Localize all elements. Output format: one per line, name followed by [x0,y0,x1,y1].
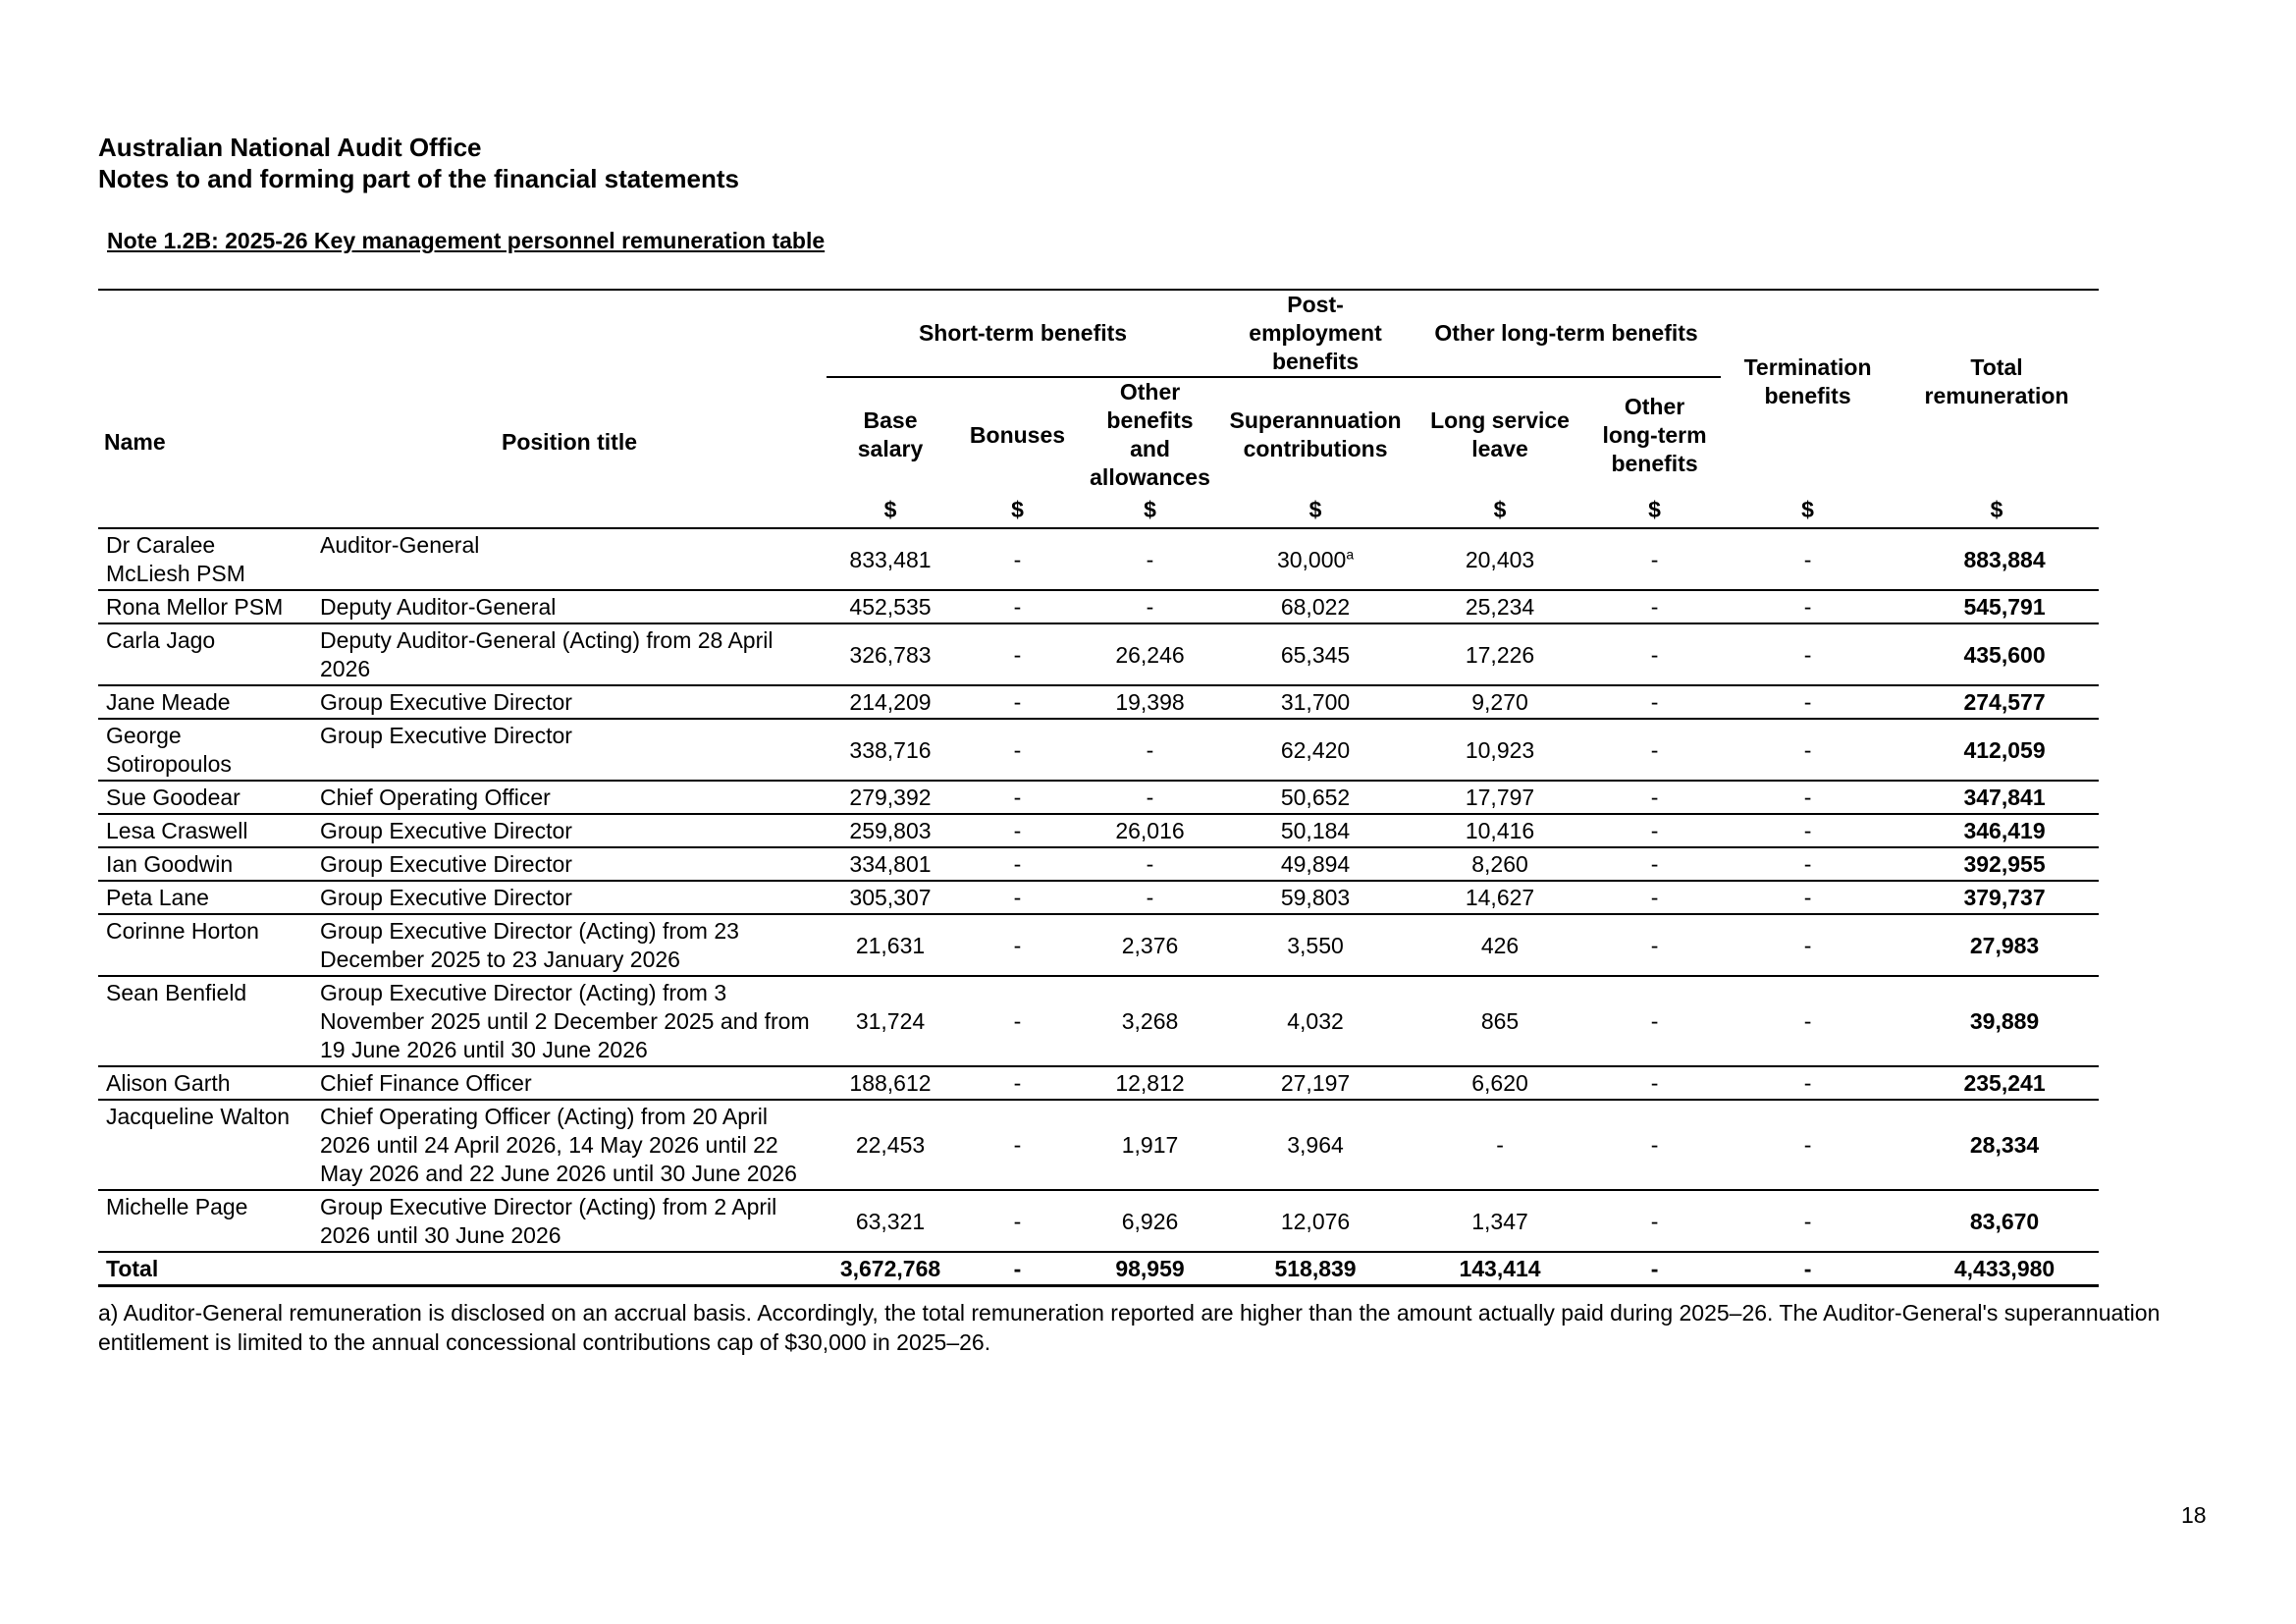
total-row [98,1252,2099,1286]
position-cell: Group Executive Director [320,885,572,910]
other-benefits-cell: - [1146,785,1154,810]
position-cell: Group Executive Director [320,851,572,877]
unit-spacer [98,492,312,528]
other-long-term-cell: - [1650,818,1659,843]
table-row [98,623,2099,685]
column-header-name: Name [104,429,166,455]
superannuation-cell: 4,032 [1287,1008,1344,1034]
other-benefits-cell: 26,016 [1115,818,1185,843]
group-header-short-term: Short-term benefits [827,290,1219,377]
long-service-leave-cell: 8,260 [1471,851,1528,877]
name-cell: Alison Garth [106,1070,231,1096]
other-long-term-cell: - [1650,594,1659,620]
superannuation-cell: 50,652 [1280,785,1351,810]
total-remuneration-cell: 347,841 [1963,785,2046,810]
footnote: a) Auditor-General remuneration is disclosed on an accrual basis. Accordingly, the total remuneration reported are higher than the amount actually paid during 2025–26. The Auditor-General's superannuation entitlement is limited to the annual concessional contributions cap of $30,000 in 2025–26. [98,1300,2161,1355]
superannuation-cell: 31,700 [1280,689,1351,715]
name-cell: Lesa Craswell [106,818,248,843]
position-cell: Group Executive Director (Acting) from 2 April 2026 until 30 June 2026 [320,1194,777,1248]
base-salary-cell: 31,724 [855,1008,926,1034]
long-service-leave-cell: 20,403 [1465,546,1535,572]
name-cell: Carla Jago [106,627,216,653]
position-cell: Group Executive Director (Acting) from 3 November 2025 until 2 December 2025 and from 19 June 2026 until 30 June 2026 [320,980,810,1062]
table-row [98,528,2099,590]
position-cell: Deputy Auditor-General (Acting) from 28 April 2026 [320,627,774,681]
base-salary-cell: 214,209 [849,689,932,715]
bonuses-cell: - [1013,1132,1022,1158]
other-benefits-cell: - [1146,736,1154,763]
termination-cell: - [1803,1208,1812,1234]
total-remuneration-cell: 28,334 [1969,1132,2040,1158]
long-service-leave-cell: 426 [1480,932,1520,958]
other-benefits-cell: - [1146,851,1154,877]
total-base-salary-cell: 3,672,768 [839,1256,941,1281]
other-benefits-cell: 6,926 [1121,1208,1179,1234]
termination-cell: - [1803,546,1812,572]
unit-label: $ [1493,496,1507,522]
bonuses-cell: - [1013,594,1022,620]
base-salary-cell: 188,612 [849,1070,932,1096]
termination-cell: - [1803,785,1812,810]
table-row [98,881,2099,914]
name-cell: Michelle Page [106,1194,248,1219]
other-benefits-cell: 26,246 [1115,641,1185,668]
termination-cell: - [1803,851,1812,877]
table-row [98,590,2099,623]
base-salary-cell: 22,453 [855,1132,926,1158]
superannuation-cell: 49,894 [1280,851,1351,877]
name-cell: Jane Meade [106,689,231,715]
superannuation-cell: 59,803 [1280,885,1351,910]
other-long-term-cell: - [1650,785,1659,810]
long-service-leave-cell: - [1496,1132,1504,1158]
table-row [98,847,2099,881]
unit-label: $ [1308,496,1322,522]
total-other-benefits-cell: 98,959 [1115,1256,1185,1281]
bonuses-cell: - [1013,736,1022,763]
termination-cell: - [1803,1132,1812,1158]
page-number: 18 [2181,1502,2207,1528]
position-cell: Group Executive Director [320,689,572,715]
total-other-long-term-cell: - [1650,1256,1659,1281]
column-header-superannuation: Superannuation contributions [1229,407,1402,461]
superannuation-cell: 50,184 [1280,818,1351,843]
name-cell: Ian Goodwin [106,851,234,877]
other-benefits-cell: 19,398 [1115,689,1185,715]
position-cell: Group Executive Director [320,818,572,843]
column-header-base-salary: Base salary [857,407,924,461]
superannuation-cell: 3,964 [1287,1132,1344,1158]
bonuses-cell: - [1013,1208,1022,1234]
long-service-leave-cell: 865 [1480,1008,1520,1034]
total-label: Total [106,1256,159,1281]
long-service-leave-cell: 6,620 [1471,1070,1528,1096]
base-salary-cell: 21,631 [855,932,926,958]
group-header-other-long-term: Other long-term benefits [1412,290,1721,377]
bonuses-cell: - [1013,818,1022,843]
footnote-marker: a [1346,545,1355,562]
name-cell: Corinne Horton [106,918,259,944]
other-long-term-cell: - [1650,689,1659,715]
superannuation-cell: 27,197 [1280,1070,1351,1096]
total-remuneration-cell: 392,955 [1963,851,2046,877]
column-header-other-benefits: Other benefits and allowances [1090,379,1210,490]
unit-label: $ [1011,496,1024,522]
table-row [98,976,2099,1066]
superannuation-cell: 3,550 [1287,932,1344,958]
other-long-term-cell: - [1650,1008,1659,1034]
total-spacer [312,1252,827,1286]
base-salary-cell: 63,321 [855,1208,926,1234]
other-long-term-cell: - [1650,932,1659,958]
total-remuneration-cell: 39,889 [1969,1008,2040,1034]
unit-label: $ [1648,496,1661,522]
position-cell: Group Executive Director [320,723,572,748]
total-termination-cell: - [1803,1256,1812,1281]
total-remuneration-cell: 435,600 [1963,641,2046,668]
other-benefits-cell: - [1146,546,1154,572]
document-subtitle: Notes to and forming part of the financial statements [98,164,739,193]
superannuation-cell [1219,528,1412,590]
bonuses-cell: - [1013,546,1022,572]
other-long-term-cell: - [1650,1132,1659,1158]
column-header-bonuses: Bonuses [969,421,1066,448]
total-long-service-leave-cell: 143,414 [1459,1256,1541,1281]
table-row [98,781,2099,814]
bonuses-cell: - [1013,1008,1022,1034]
total-superannuation-cell: 518,839 [1274,1256,1357,1281]
unit-spacer [312,492,827,528]
position-cell: Auditor-General [320,532,480,558]
name-cell: Dr Caralee McLiesh PSM [106,532,245,586]
kmp-remuneration-table [98,289,2099,1287]
termination-cell: - [1803,736,1812,763]
table-row [98,814,2099,847]
total-remuneration-cell: 274,577 [1963,689,2046,715]
other-benefits-cell: 2,376 [1121,932,1179,958]
other-long-term-cell: - [1650,851,1659,877]
total-remuneration-cell: 412,059 [1963,736,2046,763]
column-header-other-long-term-benefits: Other long-term benefits [1602,393,1707,476]
name-cell: Sue Goodear [106,785,240,810]
base-salary-cell: 326,783 [849,641,932,668]
long-service-leave-cell: 14,627 [1465,885,1535,910]
bonuses-cell: - [1013,932,1022,958]
termination-cell: - [1803,885,1812,910]
base-salary-cell: 338,716 [849,736,932,763]
other-long-term-cell: - [1650,641,1659,668]
bonuses-cell: - [1013,785,1022,810]
other-long-term-cell: - [1650,1208,1659,1234]
other-long-term-cell: - [1650,885,1659,910]
column-header-termination: Termination benefits [1743,353,1872,408]
position-cell: Deputy Auditor-General [320,594,557,620]
unit-label: $ [883,496,897,522]
bonuses-cell: - [1013,851,1022,877]
name-cell: George Sotiropoulos [106,723,232,777]
other-benefits-cell: - [1146,594,1154,620]
bonuses-cell: - [1013,1070,1022,1096]
table-row [98,685,2099,719]
name-cell: Jacqueline Walton [106,1104,291,1129]
long-service-leave-cell: 17,797 [1465,785,1535,810]
long-service-leave-cell: 17,226 [1465,641,1535,668]
unit-label: $ [1990,496,2003,522]
table-row [98,1100,2099,1190]
base-salary-cell: 452,535 [849,594,932,620]
total-bonuses-cell: - [1013,1256,1022,1281]
name-cell: Peta Lane [106,885,209,910]
other-benefits-cell: 3,268 [1121,1008,1179,1034]
other-long-term-cell: - [1650,546,1659,572]
termination-cell: - [1803,689,1812,715]
position-cell: Chief Operating Officer [320,785,551,810]
organisation-title: Australian National Audit Office [98,133,482,162]
termination-cell: - [1803,1070,1812,1096]
base-salary-cell: 259,803 [849,818,932,843]
table-row [98,1190,2099,1252]
base-salary-cell: 305,307 [849,885,932,910]
base-salary-cell: 279,392 [849,785,932,810]
bonuses-cell: - [1013,885,1022,910]
long-service-leave-cell: 10,416 [1465,818,1535,843]
long-service-leave-cell: 9,270 [1471,689,1528,715]
long-service-leave-cell: 10,923 [1465,736,1535,763]
position-cell: Group Executive Director (Acting) from 23 December 2025 to 23 January 2026 [320,918,739,972]
base-salary-cell: 833,481 [849,546,932,572]
bonuses-cell: - [1013,689,1022,715]
termination-cell: - [1803,1008,1812,1034]
table-row [98,914,2099,976]
total-remuneration-cell: 27,983 [1969,932,2040,958]
termination-cell: - [1803,932,1812,958]
column-header-long-service-leave: Long service leave [1430,407,1570,461]
total-remuneration-cell: 235,241 [1963,1070,2046,1096]
superannuation-value: 30,000 [1276,546,1347,572]
column-header-position: Position title [502,429,637,455]
total-remuneration-cell: 883,884 [1963,546,2046,572]
other-long-term-cell: - [1650,1070,1659,1096]
termination-cell: - [1803,641,1812,668]
total-remuneration-cell: 346,419 [1963,818,2046,843]
total-remuneration-cell: 83,670 [1969,1208,2040,1234]
other-benefits-cell: 1,917 [1121,1132,1179,1158]
total-remuneration-cell: 379,737 [1963,885,2046,910]
name-cell: Sean Benfield [106,980,247,1005]
position-cell: Chief Operating Officer (Acting) from 20 April 2026 until 24 April 2026, 14 May 2026 until 22 May 2026 and 22 June 2026 until 30 June 2026 [320,1104,797,1186]
termination-cell: - [1803,818,1812,843]
name-cell: Rona Mellor PSM [106,594,284,620]
superannuation-cell: 68,022 [1280,594,1351,620]
bonuses-cell: - [1013,641,1022,668]
other-benefits-cell: 12,812 [1115,1070,1185,1096]
table-row [98,719,2099,781]
superannuation-cell: 62,420 [1280,736,1351,763]
superannuation-cell: 65,345 [1280,641,1351,668]
other-benefits-cell: - [1146,885,1154,910]
long-service-leave-cell: 25,234 [1465,594,1535,620]
note-title: Note 1.2B: 2025-26 Key management personnel remuneration table [107,228,826,253]
total-remuneration-cell: 545,791 [1963,594,2046,620]
position-cell: Chief Finance Officer [320,1070,532,1096]
long-service-leave-cell: 1,347 [1471,1208,1528,1234]
column-header-total: Total remuneration [1924,353,2069,408]
other-long-term-cell: - [1650,736,1659,763]
total-total-remuneration-cell: 4,433,980 [1953,1256,2056,1281]
unit-label: $ [1801,496,1814,522]
group-header-post-employment: Post-employment benefits [1219,290,1412,377]
termination-cell: - [1803,594,1812,620]
unit-label: $ [1144,496,1156,522]
superannuation-cell: 12,076 [1280,1208,1351,1234]
base-salary-cell: 334,801 [849,851,932,877]
table-row [98,1066,2099,1100]
